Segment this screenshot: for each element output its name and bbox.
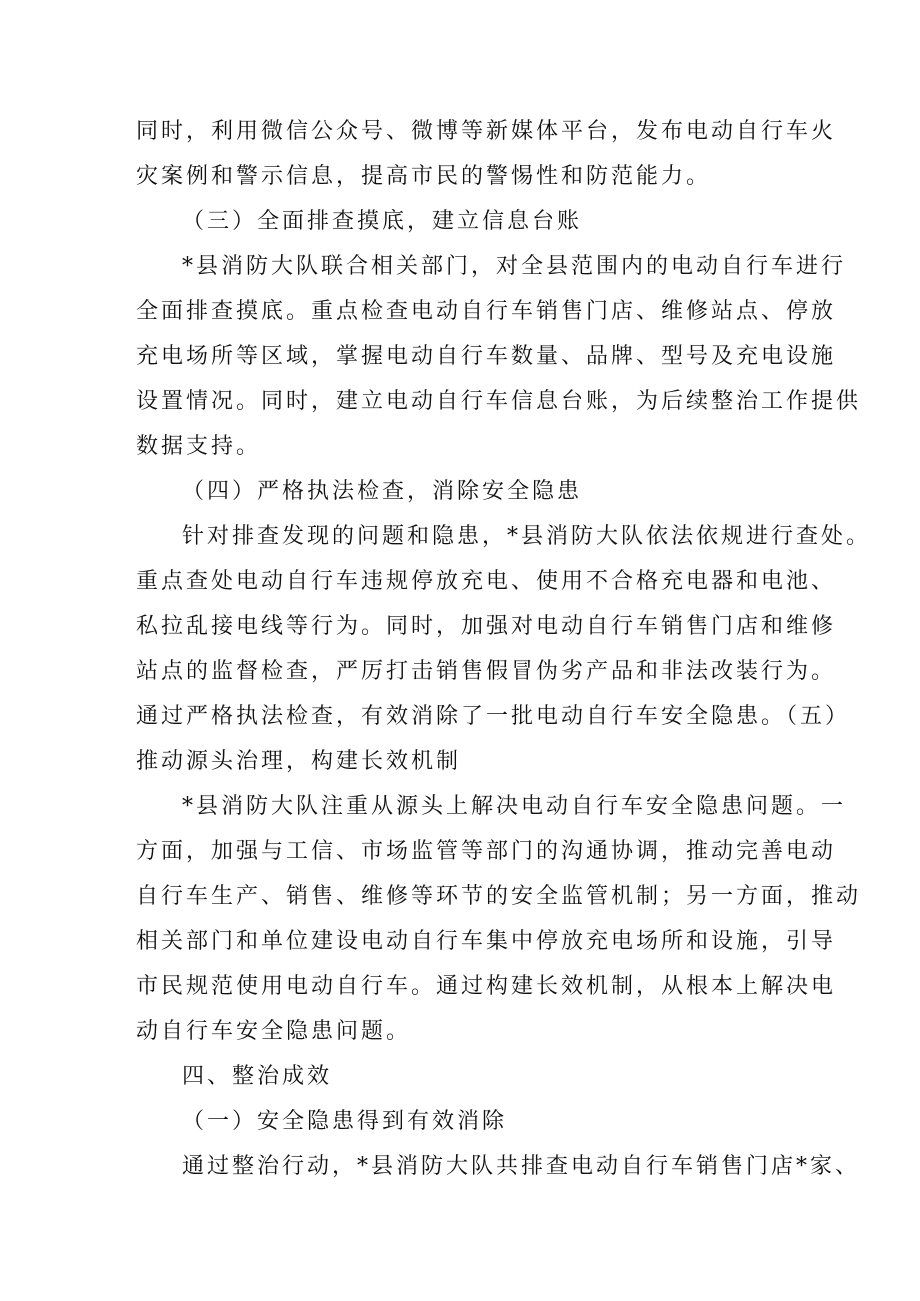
text-line: 重点查处电动自行车违规停放充电、使用不合格充电器和电池、	[136, 569, 837, 594]
text-line: 同时，利用微信公众号、微博等新媒体平台，发布电动自行车火	[136, 119, 837, 144]
text-line: 通过严格执法检查，有效消除了一批电动自行车安全隐患。（五）	[136, 704, 851, 729]
text-line: *县消防大队注重从源头上解决电动自行车安全隐患问题。一	[182, 794, 847, 819]
section-heading: （一）安全隐患得到有效消除	[182, 1109, 508, 1134]
text-line: 通过整治行动，*县消防大队共排查电动自行车销售门店*家、	[182, 1154, 861, 1179]
text-line: 数据支持。	[136, 434, 262, 459]
text-line: 针对排查发现的问题和隐患，*县消防大队依法依规进行查处。	[182, 524, 872, 549]
section-heading: （三）全面排查摸底，建立信息台账	[182, 209, 583, 234]
text-line: 全面排查摸底。重点检查电动自行车销售门店、维修站点、停放	[136, 299, 837, 324]
chapter-heading: 四、整治成效	[182, 1064, 333, 1089]
text-line: 设置情况。同时，建立电动自行车信息台账，为后续整治工作提供	[136, 389, 862, 414]
text-line: 相关部门和单位建设电动自行车集中停放充电场所和设施，引导	[136, 929, 837, 954]
text-line: 私拉乱接电线等行为。同时，加强对电动自行车销售门店和维修	[136, 614, 837, 639]
text-line: 动自行车安全隐患问题。	[136, 1019, 412, 1044]
text-line: 站点的监督检查，严厉打击销售假冒伪劣产品和非法改装行为。	[136, 659, 837, 684]
text-line: 灾案例和警示信息，提高市民的警惕性和防范能力。	[136, 164, 712, 189]
text-line: 充电场所等区域，掌握电动自行车数量、品牌、型号及充电设施	[136, 344, 837, 369]
text-line: 方面，加强与工信、市场监管等部门的沟通协调，推动完善电动	[136, 839, 837, 864]
text-line: 市民规范使用电动自行车。通过构建长效机制，从根本上解决电	[136, 974, 837, 999]
section-heading: （四）严格执法检查，消除安全隐患	[182, 479, 583, 504]
text-line: 自行车生产、销售、维修等环节的安全监管机制；另一方面，推动	[136, 884, 862, 909]
text-line: *县消防大队联合相关部门，对全县范围内的电动自行车进行	[182, 254, 847, 279]
section-heading: 推动源头治理，构建长效机制	[136, 749, 462, 774]
